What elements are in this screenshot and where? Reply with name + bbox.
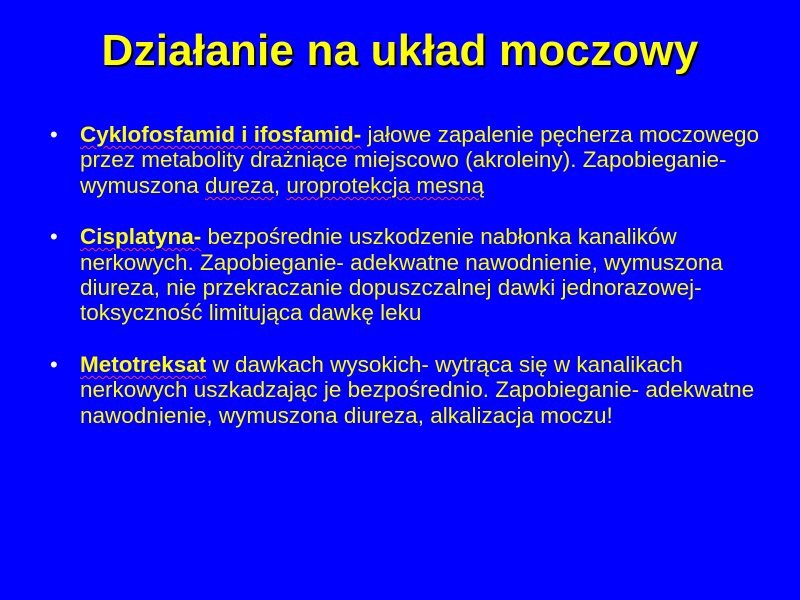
bullet-text: bezpośrednie uszkodzenie nabłonka kanalików nerkowych. Zapobieganie- adekwatne nawodnienie, wymuszona diureza, nie przekraczanie dopuszczalnej dawki jednorazowej- toksyczność limitująca dawkę leku [80,224,723,326]
bullet-term: Cisplatyna- [80,224,202,250]
slide-title: Działanie na układ moczowy [101,26,699,75]
bullet-item-methotrexate [48,352,768,428]
bullet-dot-icon: • [50,224,58,250]
bullet-dot-icon: • [50,351,58,377]
bullet-item-cisplatin [48,224,768,326]
bullet-text: jałowe zapalenie pęcherza moczowego przez metabolity drażniące miejscowo (akroleiny). Zapobieganie- wymuszona [80,122,760,198]
spellcheck-flagged-word: dureza [205,172,274,198]
bullet-term: Cyklofosfamid i ifosfamid- [80,122,362,147]
bullet-list [48,122,768,428]
bullet-item-cyclophosphamide [48,122,768,198]
bullet-dot-icon: • [50,122,58,147]
bullet-term: Metotreksat [80,351,207,377]
spellcheck-flagged-word: uroprotekcja mesną [286,172,484,198]
bullet-text: w dawkach wysokich- wytrąca się w kanalikach nerkowych uszkadzając je bezpośrednio. Zapobieganie- adekwatne nawodnienie, wymuszona diureza, alkalizacja moczu! [80,351,755,428]
bullet-text: , [273,172,287,198]
